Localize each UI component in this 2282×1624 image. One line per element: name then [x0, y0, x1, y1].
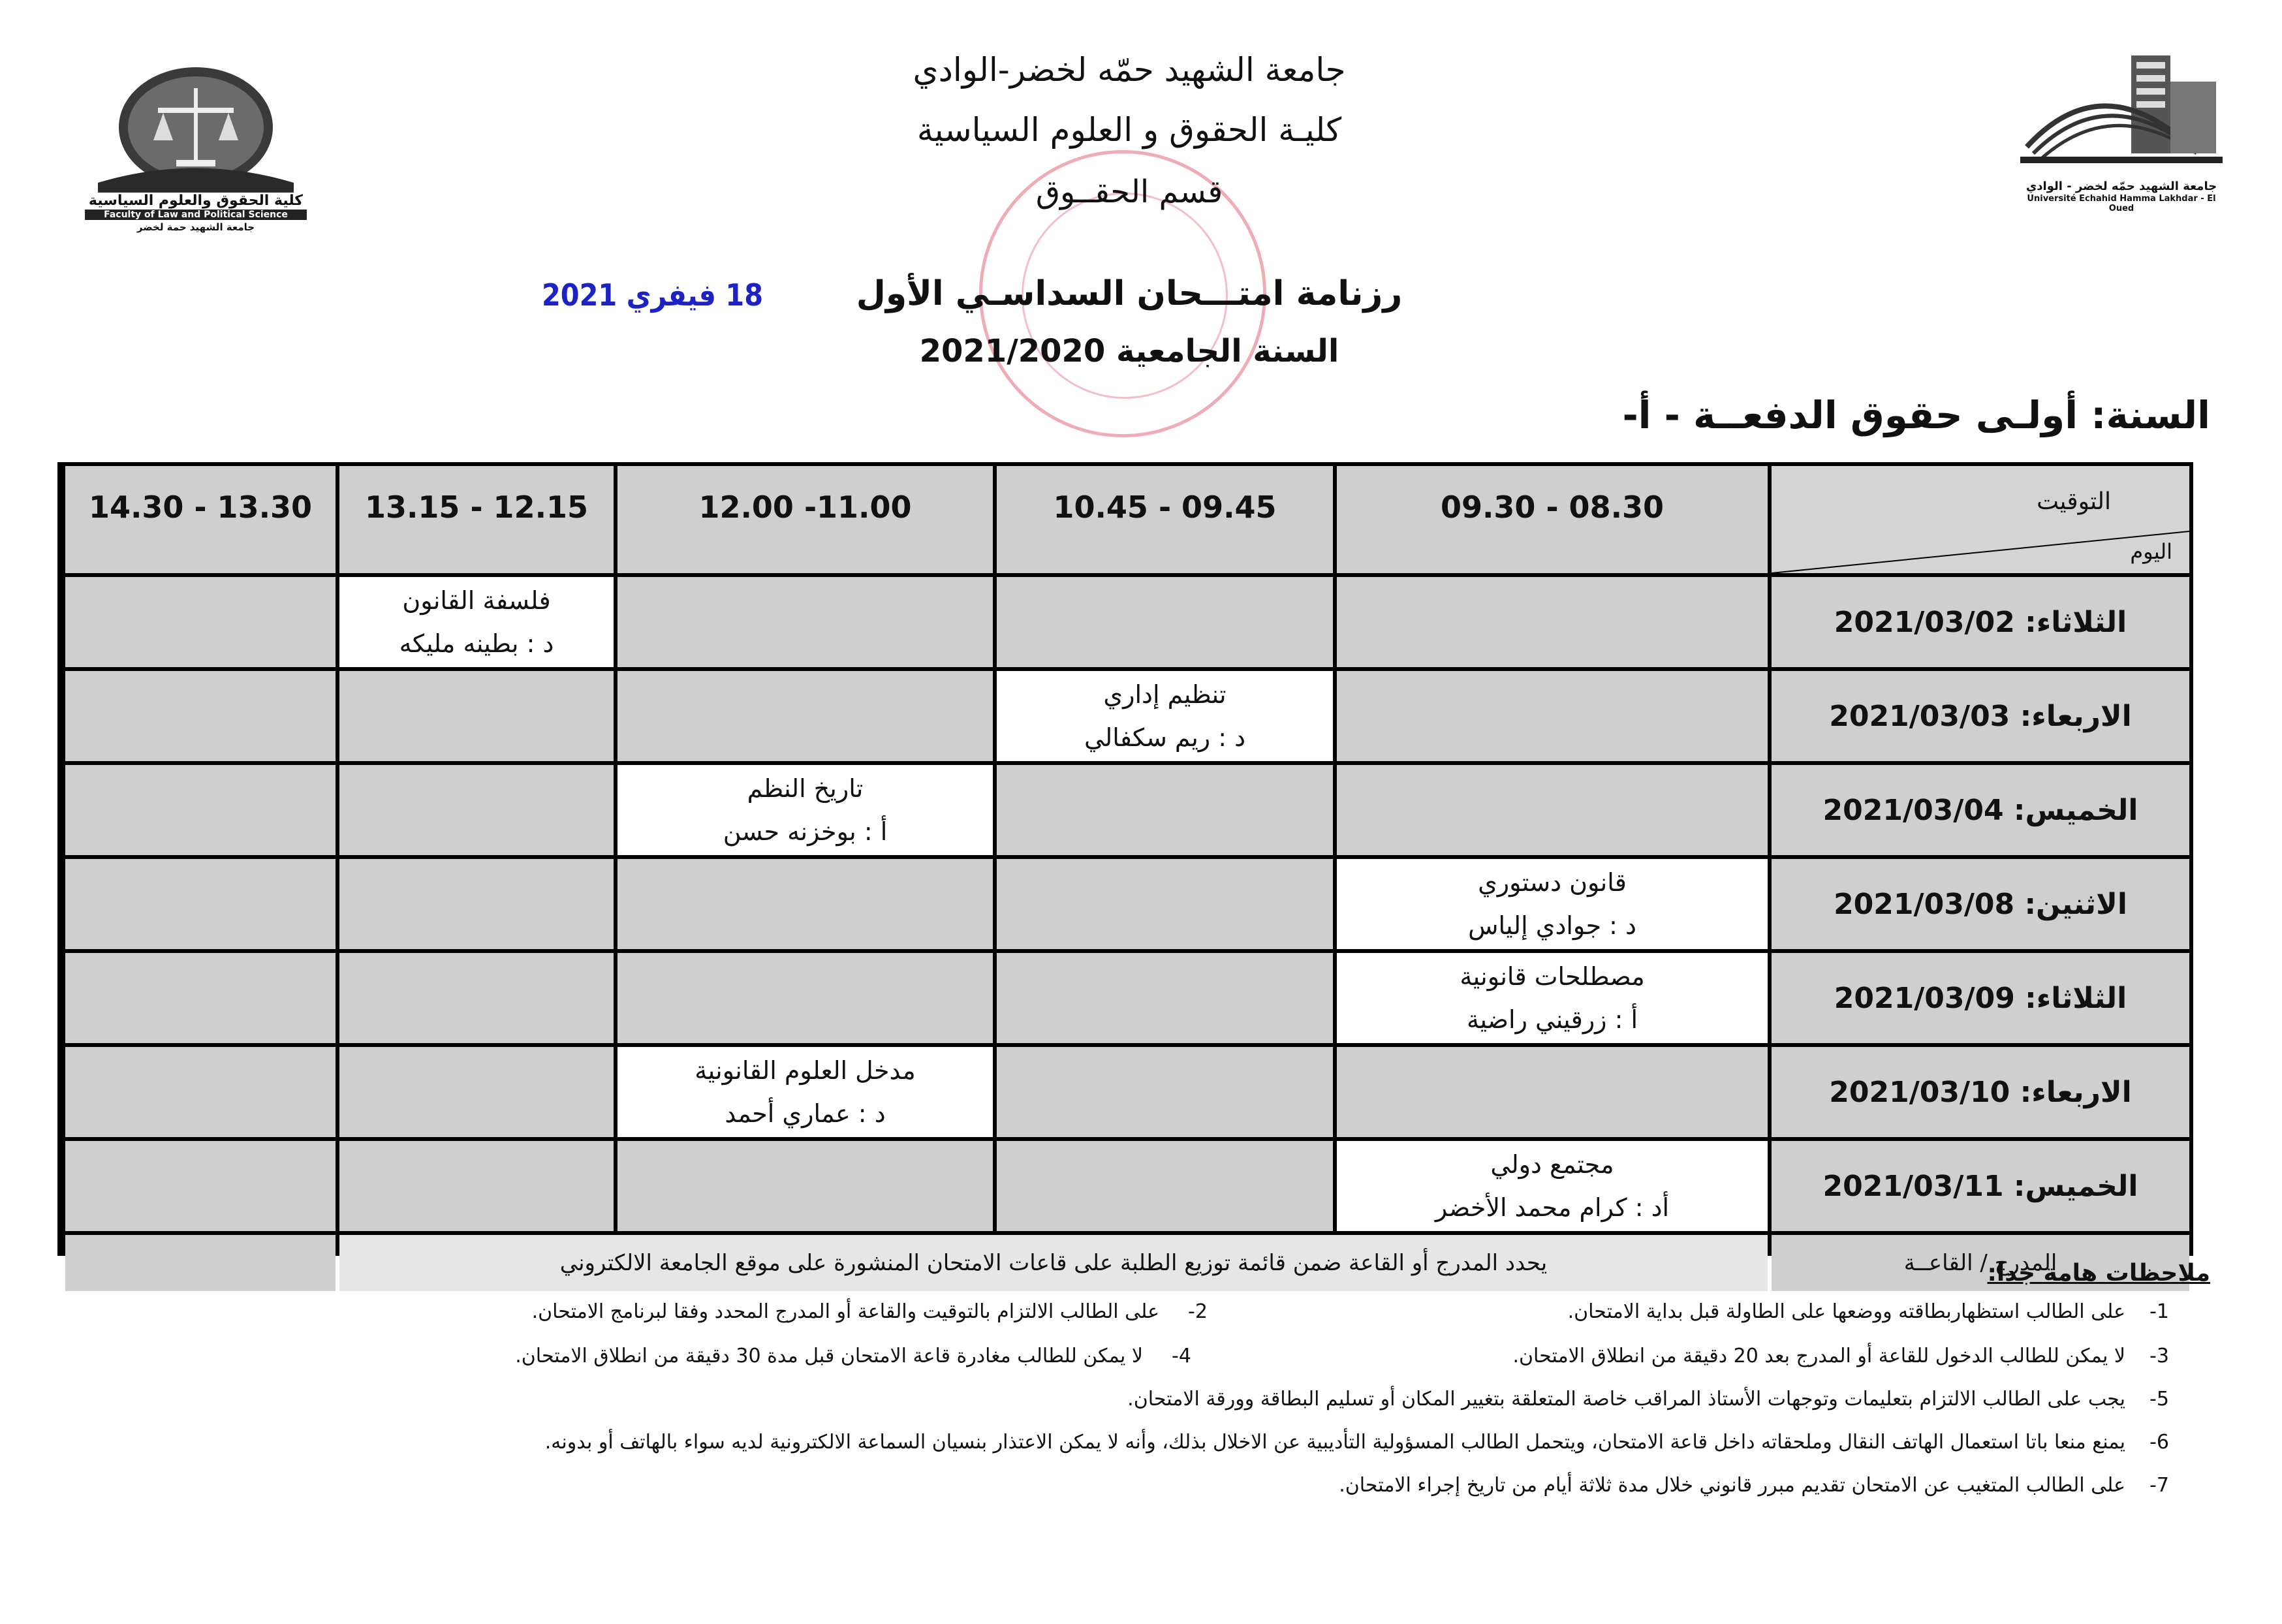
note-item: لا يمكن للطالب الدخول للقاعة أو المدرج بعد 20 دقيقة من انطلاق الامتحان. — [1512, 1345, 2125, 1367]
empty-slot-cell — [617, 953, 993, 1043]
department-name: قسم الحقــوق — [1035, 174, 1223, 210]
empty-slot-cell — [997, 859, 1333, 949]
exam-teacher: د : عماري أحمد — [725, 1099, 886, 1128]
day-cell: الخميس: 2021/03/11 — [1772, 1141, 2189, 1231]
day-cell: الاربعاء: 2021/03/10 — [1772, 1047, 2189, 1137]
empty-slot-cell — [65, 671, 336, 761]
exam-subject: قانون دستوري — [1478, 868, 1627, 897]
exam-teacher: د : بطينه مليكه — [399, 629, 554, 658]
faculty-name: كليـة الحقوق و العلوم السياسية — [916, 111, 1342, 149]
note-number: -5 — [2149, 1388, 2169, 1411]
exam-teacher: د : جوادي إلياس — [1468, 911, 1636, 940]
note-number: -2 — [1188, 1300, 1208, 1323]
empty-slot-cell — [617, 859, 993, 949]
exam-subject: مدخل العلوم القانونية — [695, 1056, 916, 1085]
exam-teacher: أ : زرقيني راضية — [1466, 1005, 1638, 1034]
note-number: -7 — [2149, 1474, 2169, 1497]
hall-row-empty-cell — [65, 1235, 336, 1291]
university-logo-caption-ar: جامعة الشهيد حمّه لخضر - الوادي — [2025, 180, 2217, 193]
note-number: -1 — [2149, 1300, 2169, 1323]
empty-slot-cell — [65, 1047, 336, 1137]
corner-time-label: التوقيت — [2037, 488, 2111, 515]
exam-subject: مجتمع دولي — [1490, 1150, 1614, 1179]
empty-slot-cell — [997, 1047, 1333, 1137]
empty-slot-cell — [997, 577, 1333, 667]
time-slot-header: 14.30 - 13.30 — [65, 466, 336, 573]
exam-teacher: أد : كرام محمد الأخضر — [1435, 1193, 1670, 1222]
exam-cell — [997, 671, 1333, 761]
empty-slot-cell — [65, 953, 336, 1043]
exam-subject: مصطلحات قانونية — [1460, 962, 1645, 991]
empty-slot-cell — [617, 671, 993, 761]
empty-slot-cell — [997, 953, 1333, 1043]
exam-cell — [1337, 859, 1768, 949]
note-item: على الطالب الالتزام بالتوقيت والقاعة أو المدرج المحدد وفقا لبرنامج الامتحان. — [531, 1300, 1159, 1323]
faculty-logo-caption-en: Faculty of Law and Political Science — [85, 210, 307, 220]
day-cell: الثلاثاء: 2021/03/02 — [1772, 577, 2189, 667]
time-slot-header: 10.45 - 09.45 — [997, 466, 1333, 573]
university-name: جامعة الشهيد حمّه لخضر-الوادي — [913, 51, 1346, 89]
exam-teacher: د : ريم سكفالي — [1084, 723, 1246, 752]
exam-teacher: أ : بوخزنه حسن — [723, 817, 888, 846]
exam-cell — [339, 577, 614, 667]
empty-slot-cell — [65, 765, 336, 855]
hall-row-label: المدرج / القاعــة — [1772, 1235, 2189, 1291]
time-slot-header: 09.30 - 08.30 — [1337, 466, 1768, 573]
time-slot-header: 13.15 - 12.15 — [339, 466, 614, 573]
exam-subject: تنظيم إداري — [1103, 680, 1227, 709]
day-cell: الثلاثاء: 2021/03/09 — [1772, 953, 2189, 1043]
empty-slot-cell — [339, 1047, 614, 1137]
note-number: -6 — [2149, 1431, 2169, 1454]
empty-slot-cell — [1337, 765, 1768, 855]
note-item: لا يمكن للطالب مغادرة قاعة الامتحان قبل مدة 30 دقيقة من انطلاق الامتحان. — [515, 1345, 1143, 1367]
academic-year: السنة الجامعية 2021/2020 — [919, 333, 1339, 369]
exam-cell — [617, 765, 993, 855]
date-stamp: 18 فيفري 2021 — [542, 277, 764, 313]
university-logo-caption-en: Université Echahid Hamma Lakhdar - El Oued — [2027, 194, 2216, 213]
faculty-logo — [85, 62, 307, 232]
exam-cell — [617, 1047, 993, 1137]
empty-slot-cell — [1337, 1047, 1768, 1137]
empty-slot-cell — [339, 1141, 614, 1231]
notes-title: ملاحظات هامة جدا: — [1987, 1260, 2210, 1287]
faculty-logo-caption-sub: جامعة الشهيد حمة لخضر — [136, 221, 255, 233]
note-number: -4 — [1172, 1345, 1191, 1367]
day-cell: الاثنين: 2021/03/08 — [1772, 859, 2189, 949]
note-item: على الطالب المتغيب عن الامتحان تقديم مبرر قانوني خلال مدة ثلاثة أيام من تاريخ إجراء الامتحان. — [1339, 1474, 2125, 1497]
day-cell: الاربعاء: 2021/03/03 — [1772, 671, 2189, 761]
note-item: يمنع منعا باتا استعمال الهاتف النقال وملحقاته داخل قاعة الامتحان، ويتحمل الطالب المسؤولية التأديبية عن الاخلال بذلك، وأنه لا يمكن الاعتذار بنسيان السماعة الالكترونية لديه سواء بالهاتف أو بدونه. — [544, 1431, 2125, 1454]
corner-diagonal — [1772, 466, 2189, 573]
empty-slot-cell — [1337, 671, 1768, 761]
empty-slot-cell — [339, 859, 614, 949]
document-title: رزنامة امتـــحان السداسـي الأول — [856, 274, 1403, 313]
empty-slot-cell — [65, 1141, 336, 1231]
exam-subject: فلسفة القانون — [402, 586, 551, 615]
empty-slot-cell — [997, 1141, 1333, 1231]
faculty-logo-caption-ar: كلية الحقوق والعلوم السياسية — [88, 193, 304, 209]
empty-slot-cell — [1337, 577, 1768, 667]
note-item: يجب على الطالب الالتزام بتعليمات وتوجهات الأستاذ المراقب خاصة المتعلقة بتغيير المكان أو تسليم البطاقة وورقة الامتحان. — [1127, 1388, 2125, 1411]
empty-slot-cell — [65, 577, 336, 667]
year-group-label: السنة: أولـى حقوق الدفعــة - أ- — [1622, 393, 2210, 437]
empty-slot-cell — [617, 1141, 993, 1231]
exam-cell — [1337, 953, 1768, 1043]
exam-cell — [1337, 1141, 1768, 1231]
empty-slot-cell — [339, 671, 614, 761]
note-item: على الطالب استظهاربطاقته ووضعها على الطاولة قبل بداية الامتحان. — [1567, 1300, 2125, 1323]
exam-subject: تاريخ النظم — [747, 774, 864, 803]
empty-slot-cell — [339, 765, 614, 855]
empty-slot-cell — [617, 577, 993, 667]
empty-slot-cell — [65, 859, 336, 949]
corner-day-label: اليوم — [2130, 539, 2172, 564]
table-corner-header — [1772, 466, 2189, 573]
empty-slot-cell — [339, 953, 614, 1043]
hall-row-text: يحدد المدرج أو القاعة ضمن قائمة توزيع الطلبة على قاعات الامتحان المنشورة على موقع الجامعة الالكتروني — [339, 1235, 1768, 1291]
time-slot-header: 12.00 -11.00 — [617, 466, 993, 573]
day-cell: الخميس: 2021/03/04 — [1772, 765, 2189, 855]
note-number: -3 — [2149, 1345, 2169, 1367]
university-logo — [2020, 42, 2223, 213]
empty-slot-cell — [997, 765, 1333, 855]
